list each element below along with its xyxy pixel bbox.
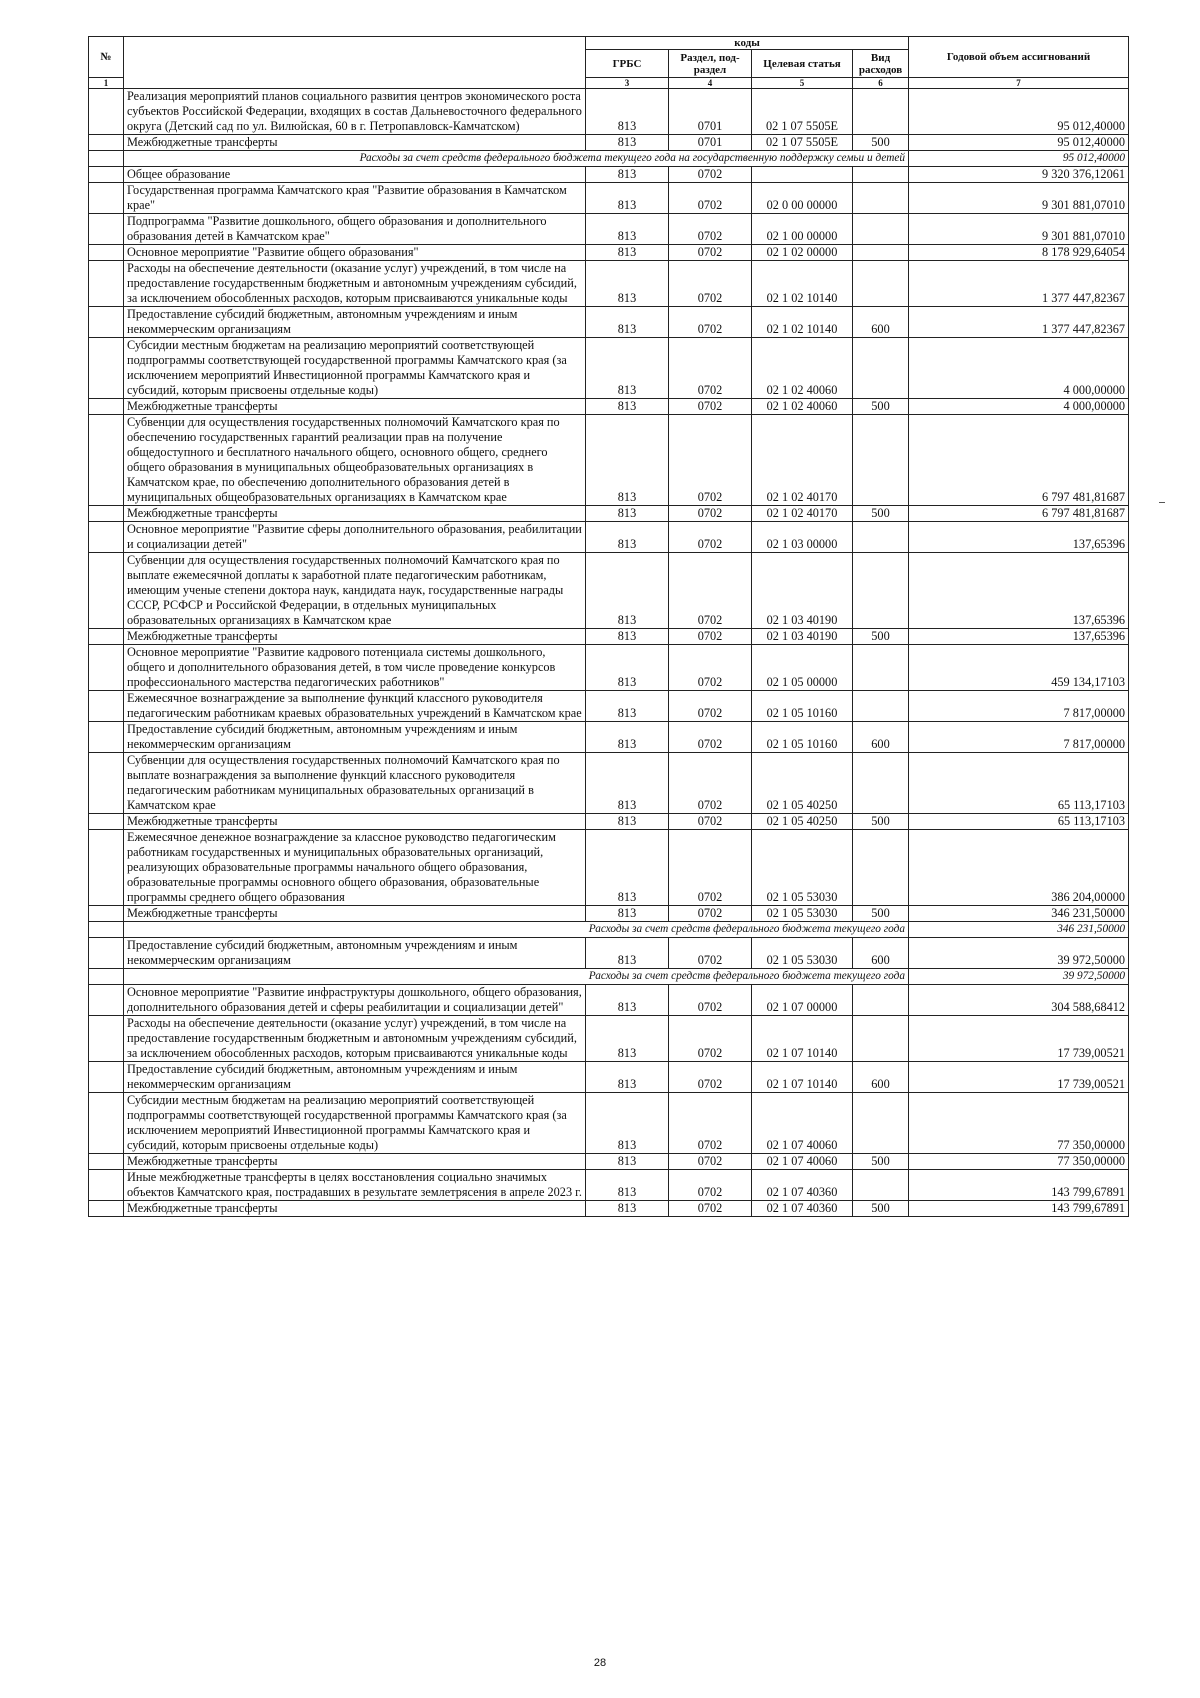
table-row [89, 814, 1129, 830]
name-cell: Межбюджетные трансферты [124, 629, 586, 645]
table-row [89, 1154, 1129, 1170]
name-cell: Субвенции для осуществления государственных полномочий Камчатского края по обеспечению государственных гарантий реализации прав на получение общедоступного и бесплатного начального общего, основного общего, среднего общего образования в муниципальных общеобразовательных организациях в Камчатском крае, по обеспечению дополнительного образования детей в муниципальных общеобразовательных организациях в Камчатском крае [124, 415, 586, 506]
grbs-cell: 813 [586, 1201, 669, 1217]
name-cell: Государственная программа Камчатского края "Развитие образования в Камчатском крае" [124, 183, 586, 214]
expense-type-cell: 500 [853, 1201, 909, 1217]
name-cell: Предоставление субсидий бюджетным, автономным учреждениям и иным некоммерческим организациям [124, 307, 586, 338]
amount-cell: 65 113,17103 [909, 814, 1129, 830]
grbs-cell: 813 [586, 1093, 669, 1154]
name-cell: Межбюджетные трансферты [124, 506, 586, 522]
grbs-cell: 813 [586, 753, 669, 814]
amount-cell: 143 799,67891 [909, 1170, 1129, 1201]
section-cell: 0702 [669, 753, 752, 814]
col-section-header: Раздел, под-раздел [669, 50, 752, 78]
row-number-cell [89, 399, 124, 415]
row-number-cell [89, 830, 124, 906]
amount-cell: 4 000,00000 [909, 399, 1129, 415]
expense-type-cell [853, 245, 909, 261]
section-cell: 0702 [669, 553, 752, 629]
amount-cell: 95 012,40000 [909, 151, 1129, 167]
amount-cell: 137,65396 [909, 522, 1129, 553]
section-cell: 0702 [669, 938, 752, 969]
target-article-cell: 02 1 05 40250 [752, 814, 853, 830]
section-cell: 0702 [669, 1154, 752, 1170]
document-page [88, 36, 1128, 1217]
row-number-cell [89, 1093, 124, 1154]
amount-cell: 6 797 481,81687 [909, 415, 1129, 506]
target-article-cell: 02 1 02 40060 [752, 338, 853, 399]
section-cell: 0702 [669, 1170, 752, 1201]
row-number-cell [89, 245, 124, 261]
amount-cell: 9 301 881,07010 [909, 183, 1129, 214]
row-number-cell [89, 906, 124, 922]
table-row [89, 135, 1129, 151]
grbs-cell: 813 [586, 1016, 669, 1062]
section-cell: 0702 [669, 985, 752, 1016]
table-row [89, 722, 1129, 753]
target-article-cell: 02 1 07 10140 [752, 1016, 853, 1062]
target-article-cell: 02 1 02 40170 [752, 415, 853, 506]
grbs-cell: 813 [586, 1062, 669, 1093]
section-cell: 0702 [669, 183, 752, 214]
grbs-cell: 813 [586, 135, 669, 151]
row-number-cell [89, 1154, 124, 1170]
expense-type-cell: 500 [853, 629, 909, 645]
row-number-cell [89, 645, 124, 691]
grbs-cell: 813 [586, 645, 669, 691]
table-row [89, 753, 1129, 814]
row-number-cell [89, 922, 124, 938]
codes-header: коды [586, 37, 909, 50]
expense-type-cell [853, 338, 909, 399]
target-article-cell: 02 1 07 40360 [752, 1201, 853, 1217]
table-header [89, 37, 1129, 89]
section-cell: 0702 [669, 1093, 752, 1154]
row-number-cell [89, 938, 124, 969]
target-article-cell: 02 1 00 00000 [752, 214, 853, 245]
note-cell: Расходы за счет средств федерального бюджета текущего года [124, 922, 909, 938]
target-article-cell: 02 1 05 10160 [752, 691, 853, 722]
expense-type-cell [853, 1016, 909, 1062]
grbs-cell: 813 [586, 906, 669, 922]
table-row [89, 245, 1129, 261]
row-number-cell [89, 183, 124, 214]
table-row [89, 167, 1129, 183]
name-cell: Субвенции для осуществления государственных полномочий Камчатского края по выплате ежемесячной доплаты к заработной плате педагогическим работникам, имеющим ученые степени доктора наук, кандидата наук, государственные награды СССР, РСФСР и Российской Федерации, в отдельных муниципальных образовательных организациях в Камчатском крае [124, 553, 586, 629]
amount-cell: 386 204,00000 [909, 830, 1129, 906]
target-article-cell: 02 1 05 40250 [752, 753, 853, 814]
amount-cell: 7 817,00000 [909, 722, 1129, 753]
target-article-cell: 02 1 03 40190 [752, 553, 853, 629]
expense-type-cell [853, 1093, 909, 1154]
expense-type-cell: 600 [853, 722, 909, 753]
name-cell: Ежемесячное вознаграждение за выполнение функций классного руководителя педагогическим работникам краевых образовательных учреждений в Камчатском крае [124, 691, 586, 722]
expense-type-cell [853, 1170, 909, 1201]
expense-type-cell [853, 691, 909, 722]
page-number: 28 [593, 1657, 607, 1669]
table-row [89, 214, 1129, 245]
expense-type-cell [853, 261, 909, 307]
grbs-cell: 813 [586, 1170, 669, 1201]
target-article-cell: 02 1 05 53030 [752, 906, 853, 922]
expense-type-cell: 500 [853, 399, 909, 415]
row-number-cell [89, 753, 124, 814]
row-number-cell [89, 89, 124, 135]
grbs-cell: 813 [586, 214, 669, 245]
section-cell: 0702 [669, 307, 752, 338]
col-index: 7 [909, 78, 1129, 89]
amount-cell: 304 588,68412 [909, 985, 1129, 1016]
table-row [89, 338, 1129, 399]
table-row [89, 183, 1129, 214]
name-cell: Предоставление субсидий бюджетным, автономным учреждениям и иным некоммерческим организациям [124, 1062, 586, 1093]
col-index: 4 [669, 78, 752, 89]
expense-type-cell: 500 [853, 814, 909, 830]
amount-cell: 17 739,00521 [909, 1016, 1129, 1062]
expense-type-cell: 500 [853, 1154, 909, 1170]
col-no-header: № [89, 37, 124, 78]
row-number-cell [89, 261, 124, 307]
table-row [89, 1201, 1129, 1217]
section-cell: 0702 [669, 261, 752, 307]
col-index: 1 [89, 78, 124, 89]
grbs-cell: 813 [586, 506, 669, 522]
section-cell: 0702 [669, 722, 752, 753]
amount-cell: 9 301 881,07010 [909, 214, 1129, 245]
section-cell: 0702 [669, 830, 752, 906]
row-number-cell [89, 167, 124, 183]
row-number-cell [89, 722, 124, 753]
section-cell: 0702 [669, 506, 752, 522]
table-row [89, 261, 1129, 307]
amount-cell: 95 012,40000 [909, 135, 1129, 151]
target-article-cell: 02 1 07 10140 [752, 1062, 853, 1093]
name-cell: Субвенции для осуществления государственных полномочий Камчатского края по выплате вознаграждения за выполнение функций классного руководителя педагогическим работникам муниципальных образовательных организаций в Камчатском крае [124, 753, 586, 814]
table-row [89, 1016, 1129, 1062]
row-number-cell [89, 151, 124, 167]
table-row [89, 645, 1129, 691]
target-article-cell: 02 1 07 00000 [752, 985, 853, 1016]
row-number-cell [89, 985, 124, 1016]
table-row [89, 1170, 1129, 1201]
table-row [89, 1093, 1129, 1154]
expense-type-cell [853, 985, 909, 1016]
target-article-cell: 02 1 07 40360 [752, 1170, 853, 1201]
amount-cell: 7 817,00000 [909, 691, 1129, 722]
name-cell: Межбюджетные трансферты [124, 1154, 586, 1170]
col-annual-header: Годовой объем ассигнований [909, 37, 1129, 78]
row-number-cell [89, 814, 124, 830]
table-row [89, 1062, 1129, 1093]
section-cell: 0702 [669, 245, 752, 261]
amount-cell: 6 797 481,81687 [909, 506, 1129, 522]
expense-type-cell [853, 553, 909, 629]
target-article-cell: 02 1 07 5505E [752, 135, 853, 151]
section-cell: 0702 [669, 1016, 752, 1062]
section-cell: 0702 [669, 691, 752, 722]
name-cell: Межбюджетные трансферты [124, 906, 586, 922]
amount-cell: 143 799,67891 [909, 1201, 1129, 1217]
name-cell: Реализация мероприятий планов социального развития центров экономического роста субъектов Российской Федерации, входящих в состав Дальневосточного федерального округа (Детский сад по ул. Вилюйская, 60 в г. Петропавловск-Камчатском) [124, 89, 586, 135]
col-index: 5 [752, 78, 853, 89]
target-article-cell: 02 1 07 40060 [752, 1154, 853, 1170]
amount-cell: 65 113,17103 [909, 753, 1129, 814]
name-cell: Ежемесячное денежное вознаграждение за классное руководство педагогическим работникам государственных и муниципальных образовательных организаций, реализующих образовательные программы начального общего образования, образовательные программы основного общего образования, образовательные программы среднего общего образования [124, 830, 586, 906]
expense-type-cell [853, 645, 909, 691]
section-cell: 0702 [669, 1201, 752, 1217]
table-note-row [89, 922, 1129, 938]
section-cell: 0702 [669, 415, 752, 506]
grbs-cell: 813 [586, 1154, 669, 1170]
table-row [89, 522, 1129, 553]
table-row [89, 415, 1129, 506]
table-body [89, 89, 1129, 1217]
note-cell: Расходы за счет средств федерального бюджета текущего года [124, 969, 909, 985]
target-article-cell: 02 1 07 5505E [752, 89, 853, 135]
col-target-article-header: Целевая статья [752, 50, 853, 78]
row-number-cell [89, 969, 124, 985]
grbs-cell: 813 [586, 553, 669, 629]
amount-cell: 1 377 447,82367 [909, 307, 1129, 338]
row-number-cell [89, 307, 124, 338]
expense-type-cell [853, 830, 909, 906]
target-article-cell: 02 1 02 10140 [752, 261, 853, 307]
amount-cell: 346 231,50000 [909, 906, 1129, 922]
expense-type-cell [853, 753, 909, 814]
row-number-cell [89, 553, 124, 629]
table-row [89, 906, 1129, 922]
amount-cell: 39 972,50000 [909, 938, 1129, 969]
name-cell: Предоставление субсидий бюджетным, автономным учреждениям и иным некоммерческим организациям [124, 938, 586, 969]
name-cell: Расходы на обеспечение деятельности (оказание услуг) учреждений, в том числе на предоставление государственным бюджетным и автономным учреждениям субсидий, за исключением обособленных расходов, которым присваиваются уникальные коды [124, 261, 586, 307]
target-article-cell: 02 1 03 40190 [752, 629, 853, 645]
table-note-row [89, 151, 1129, 167]
row-number-cell [89, 135, 124, 151]
target-article-cell: 02 0 00 00000 [752, 183, 853, 214]
name-cell: Подпрограмма "Развитие дошкольного, общего образования и дополнительного образования детей в Камчатском крае" [124, 214, 586, 245]
table-row [89, 985, 1129, 1016]
row-number-cell [89, 1016, 124, 1062]
amount-cell: 77 350,00000 [909, 1154, 1129, 1170]
expense-type-cell: 600 [853, 307, 909, 338]
target-article-cell: 02 1 03 00000 [752, 522, 853, 553]
expense-type-cell: 500 [853, 135, 909, 151]
grbs-cell: 813 [586, 691, 669, 722]
expense-type-cell: 500 [853, 906, 909, 922]
section-cell: 0702 [669, 1062, 752, 1093]
grbs-cell: 813 [586, 307, 669, 338]
name-cell: Межбюджетные трансферты [124, 399, 586, 415]
scan-mark [1159, 502, 1165, 503]
table-row [89, 830, 1129, 906]
grbs-cell: 813 [586, 261, 669, 307]
name-cell: Основное мероприятие "Развитие общего образования" [124, 245, 586, 261]
col-grbs-header: ГРБС [586, 50, 669, 78]
section-cell: 0701 [669, 89, 752, 135]
name-cell: Основное мероприятие "Развитие кадрового потенциала системы дошкольного, общего и дополнительного образования детей, в том числе проведение конкурсов профессионального мастерства педагогических работников" [124, 645, 586, 691]
name-cell: Иные межбюджетные трансферты в целях восстановления социально значимых объектов Камчатского края, пострадавших в результате землетрясения в апреле 2023 г. [124, 1170, 586, 1201]
row-number-cell [89, 1170, 124, 1201]
amount-cell: 1 377 447,82367 [909, 261, 1129, 307]
section-cell: 0702 [669, 645, 752, 691]
name-cell: Субсидии местным бюджетам на реализацию мероприятий соответствующей подпрограммы соответствующей государственной программы Камчатского края (за исключением мероприятий Инвестиционной программы Камчатского края и субсидий, которым присвоены отдельные коды) [124, 1093, 586, 1154]
expense-type-cell: 600 [853, 938, 909, 969]
name-cell: Предоставление субсидий бюджетным, автономным учреждениям и иным некоммерческим организациям [124, 722, 586, 753]
grbs-cell: 813 [586, 985, 669, 1016]
target-article-cell: 02 1 05 53030 [752, 938, 853, 969]
col-name-header [124, 37, 586, 89]
table-note-row [89, 969, 1129, 985]
name-cell: Общее образование [124, 167, 586, 183]
grbs-cell: 813 [586, 938, 669, 969]
row-number-cell [89, 506, 124, 522]
amount-cell: 4 000,00000 [909, 338, 1129, 399]
table-row [89, 399, 1129, 415]
amount-cell: 77 350,00000 [909, 1093, 1129, 1154]
name-cell: Основное мероприятие "Развитие сферы дополнительного образования, реабилитации и социализации детей" [124, 522, 586, 553]
grbs-cell: 813 [586, 722, 669, 753]
section-cell: 0702 [669, 629, 752, 645]
target-article-cell: 02 1 02 40170 [752, 506, 853, 522]
expense-type-cell [853, 214, 909, 245]
target-article-cell: 02 1 02 40060 [752, 399, 853, 415]
name-cell: Межбюджетные трансферты [124, 814, 586, 830]
name-cell: Межбюджетные трансферты [124, 1201, 586, 1217]
grbs-cell: 813 [586, 399, 669, 415]
amount-cell: 95 012,40000 [909, 89, 1129, 135]
section-cell: 0702 [669, 214, 752, 245]
expense-type-cell: 500 [853, 506, 909, 522]
section-cell: 0702 [669, 814, 752, 830]
name-cell: Субсидии местным бюджетам на реализацию мероприятий соответствующей подпрограммы соответствующей государственной программы Камчатского края (за исключением мероприятий Инвестиционной программы Камчатского края и субсидий, которым присвоены отдельные коды) [124, 338, 586, 399]
target-article-cell: 02 1 02 10140 [752, 307, 853, 338]
grbs-cell: 813 [586, 338, 669, 399]
row-number-cell [89, 1201, 124, 1217]
expense-type-cell [853, 415, 909, 506]
target-article-cell [752, 167, 853, 183]
section-cell: 0702 [669, 522, 752, 553]
col-expense-type-header: Вид расходов [853, 50, 909, 78]
row-number-cell [89, 338, 124, 399]
row-number-cell [89, 1062, 124, 1093]
amount-cell: 8 178 929,64054 [909, 245, 1129, 261]
section-cell: 0702 [669, 167, 752, 183]
amount-cell: 459 134,17103 [909, 645, 1129, 691]
row-number-cell [89, 214, 124, 245]
amount-cell: 9 320 376,12061 [909, 167, 1129, 183]
expense-type-cell [853, 167, 909, 183]
name-cell: Основное мероприятие "Развитие инфраструктуры дошкольного, общего образования, дополнительного образования детей и сферы реабилитации и социализации детей" [124, 985, 586, 1016]
amount-cell: 137,65396 [909, 553, 1129, 629]
table-row [89, 307, 1129, 338]
budget-table [88, 36, 1129, 1217]
expense-type-cell [853, 522, 909, 553]
name-cell: Межбюджетные трансферты [124, 135, 586, 151]
grbs-cell: 813 [586, 629, 669, 645]
name-cell: Расходы на обеспечение деятельности (оказание услуг) учреждений, в том числе на предоставление государственным бюджетным и автономным учреждениям субсидий, за исключением обособленных расходов, которым присваиваются уникальные коды [124, 1016, 586, 1062]
section-cell: 0702 [669, 906, 752, 922]
grbs-cell: 813 [586, 245, 669, 261]
grbs-cell: 813 [586, 89, 669, 135]
grbs-cell: 813 [586, 814, 669, 830]
grbs-cell: 813 [586, 522, 669, 553]
table-row [89, 553, 1129, 629]
section-cell: 0701 [669, 135, 752, 151]
col-index: 3 [586, 78, 669, 89]
col-index: 6 [853, 78, 909, 89]
row-number-cell [89, 522, 124, 553]
expense-type-cell [853, 183, 909, 214]
amount-cell: 346 231,50000 [909, 922, 1129, 938]
table-row [89, 89, 1129, 135]
section-cell: 0702 [669, 399, 752, 415]
target-article-cell: 02 1 05 00000 [752, 645, 853, 691]
expense-type-cell [853, 89, 909, 135]
table-row [89, 629, 1129, 645]
table-row [89, 938, 1129, 969]
row-number-cell [89, 415, 124, 506]
amount-cell: 39 972,50000 [909, 969, 1129, 985]
grbs-cell: 813 [586, 830, 669, 906]
table-row [89, 506, 1129, 522]
target-article-cell: 02 1 05 53030 [752, 830, 853, 906]
amount-cell: 17 739,00521 [909, 1062, 1129, 1093]
section-cell: 0702 [669, 338, 752, 399]
target-article-cell: 02 1 02 00000 [752, 245, 853, 261]
row-number-cell [89, 691, 124, 722]
expense-type-cell: 600 [853, 1062, 909, 1093]
grbs-cell: 813 [586, 167, 669, 183]
grbs-cell: 813 [586, 415, 669, 506]
note-cell: Расходы за счет средств федерального бюджета текущего года на государственную поддержку семьи и детей [124, 151, 909, 167]
target-article-cell: 02 1 05 10160 [752, 722, 853, 753]
table-row [89, 691, 1129, 722]
grbs-cell: 813 [586, 183, 669, 214]
row-number-cell [89, 629, 124, 645]
target-article-cell: 02 1 07 40060 [752, 1093, 853, 1154]
amount-cell: 137,65396 [909, 629, 1129, 645]
